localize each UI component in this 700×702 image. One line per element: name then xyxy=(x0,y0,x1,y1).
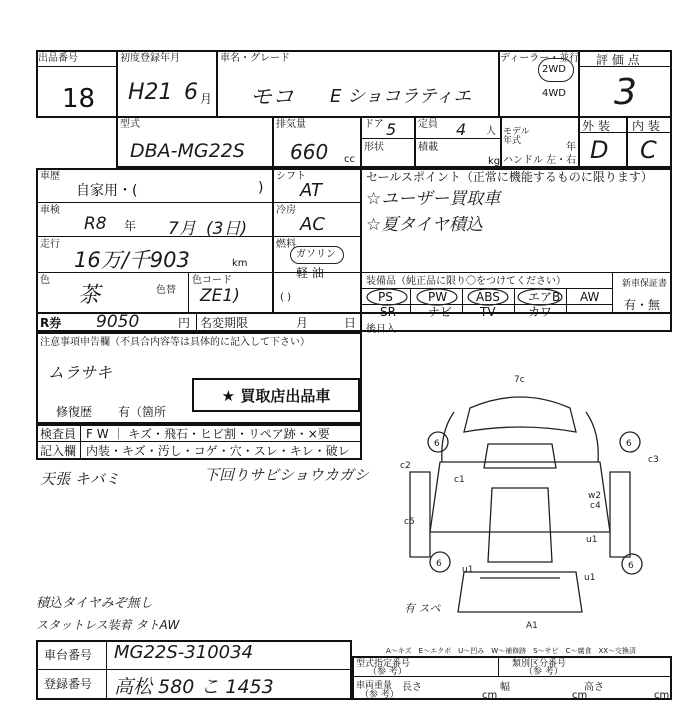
history-label: 車歴 xyxy=(40,171,60,182)
mark-7c: 7c xyxy=(514,375,525,385)
cat-no-label: 類別区分番号 xyxy=(512,659,567,669)
displacement-value: 660 xyxy=(290,140,329,164)
inspection-day: (3日) xyxy=(206,219,248,239)
spec-no-label: 型式指定番号 xyxy=(356,659,411,669)
model-year-label: モデル年式 xyxy=(503,127,530,146)
interior-codes: 内装・キズ・汚し・コゲ・穴・スレ・キレ・破レ xyxy=(86,444,350,458)
new-car-warranty-label: 新車保証書 xyxy=(622,279,668,289)
handle-label: ハンドル 左・右 xyxy=(503,155,577,166)
capacity-label: 定員 xyxy=(418,119,438,130)
width-label: 幅 xyxy=(500,682,510,693)
fuel-gasoline: ガソリン xyxy=(296,249,336,260)
repair-history-value: 有（箇所 xyxy=(118,405,167,419)
mark-wheel-rl: 6 xyxy=(436,559,442,569)
inspector-label: 検査員 xyxy=(40,427,77,441)
equip-ps: PS xyxy=(378,290,393,304)
mark-c4: c4 xyxy=(590,501,601,511)
reg-label: 登録番号 xyxy=(44,677,93,691)
equip-pw: PW xyxy=(428,290,448,304)
mark-u1: u1 xyxy=(586,535,598,545)
mileage-value: 16万/千903 xyxy=(74,248,190,272)
load-label: 積載 xyxy=(418,142,438,153)
equipment-circles xyxy=(360,286,570,308)
vehicle-weight-label: 車両重量 xyxy=(356,681,393,691)
buyback-stamp: ★ 買取店出品車 xyxy=(192,378,360,412)
cc-unit: cc xyxy=(344,154,355,165)
color-label: 色 xyxy=(40,275,50,286)
mark-u1-rear: u1 xyxy=(462,565,474,575)
mark-c2: c2 xyxy=(400,461,411,471)
remarks-1: 天張 キバミ xyxy=(40,470,120,488)
equip-navi: ナビ xyxy=(428,305,453,319)
height-label: 高さ xyxy=(584,682,604,693)
mark-wheel-rr: 6 xyxy=(628,561,634,571)
sales-point-1: ☆ユーザー買取車 xyxy=(366,189,501,209)
inspection-label: 車検 xyxy=(40,205,60,216)
door-value: 5 xyxy=(386,120,397,139)
model-value: DBA-MG22S xyxy=(130,140,245,162)
fuel-light-oil: 軽 油 xyxy=(296,266,324,280)
fuel-label: 燃料 xyxy=(276,239,296,250)
history-value: 自家用・( xyxy=(76,183,138,199)
name-change-label: 名変期限 xyxy=(200,316,249,330)
equip-tv: TV xyxy=(480,305,496,319)
notes-text: ムラサキ xyxy=(48,363,113,382)
reg-value: 高松 580 こ 1453 xyxy=(114,676,274,698)
inspector-codes: F W ｜ キズ・飛石・ヒビ割・リペア跡・×要 xyxy=(86,427,330,441)
length-label: 長さ xyxy=(402,682,422,693)
damage-legend: A～キズ E～エクボ U～凹み W～補修跡 S～サビ C～腐食 XX～交換済 xyxy=(386,647,637,655)
cooling-value: AC xyxy=(300,214,325,235)
dealer-label: ディーラー・並行 xyxy=(500,53,580,64)
color-code-label: 色コード xyxy=(192,275,232,286)
drive-2wd: 2WD xyxy=(542,64,566,75)
first-reg-month: 6 xyxy=(184,80,198,105)
lot-no-value: 18 xyxy=(62,84,96,114)
month-suffix: 月 xyxy=(200,92,213,106)
spare-note: 有 スペ xyxy=(404,602,441,615)
car-name-value: モコ xyxy=(250,85,295,110)
mark-wheel-fl: 6 xyxy=(434,439,440,449)
drive-4wd: 4WD xyxy=(542,88,566,99)
inspection-month: 7月 xyxy=(168,219,196,239)
displacement-label: 排気量 xyxy=(276,119,306,130)
remarks-4: スタットレス装着 タトAW xyxy=(36,618,180,632)
km-unit: km xyxy=(232,258,248,269)
remarks-2: 下回りサビショウカガシ xyxy=(204,466,369,484)
equip-airbag: エアB xyxy=(528,290,561,304)
mark-c3: c3 xyxy=(648,455,659,465)
chassis-label: 車台番号 xyxy=(44,648,93,662)
equip-sr: SR xyxy=(380,305,396,319)
equip-abs: ABS xyxy=(476,290,500,304)
repair-history-label: 修復歴 xyxy=(56,405,93,419)
remarks-label: 記入欄 xyxy=(40,444,77,458)
color-value: 茶 xyxy=(78,283,101,308)
car-name-label: 車名・グレード xyxy=(220,53,290,64)
equipment-label: 装備品（純正品に限り〇をつけてください） xyxy=(366,276,566,287)
mark-u1-rear-r: u1 xyxy=(584,573,596,583)
mileage-label: 走行 xyxy=(40,239,60,250)
equip-leather: カワ xyxy=(528,305,553,319)
chassis-value: MG22S-310034 xyxy=(114,642,254,663)
first-reg-year: H21 xyxy=(128,80,173,105)
after-input-label: 後日入 xyxy=(366,324,396,335)
sales-points-label: セールスポイント（正常に機能するものに限ります） xyxy=(366,170,653,184)
car-damage-diagram xyxy=(400,372,672,628)
exterior-label: 外 装 xyxy=(582,119,610,133)
shift-value: AT xyxy=(300,180,322,201)
rating-value: 3 xyxy=(614,72,637,113)
color-code-value: ZE1) xyxy=(200,286,240,306)
interior-grade: C xyxy=(640,136,657,164)
rating-label: 評 価 点 xyxy=(596,53,640,67)
remarks-3: 積込タイヤみぞ無し xyxy=(36,596,153,611)
model-year-suffix: 年 xyxy=(566,142,576,153)
lot-no-label: 出品番号 xyxy=(38,53,78,64)
capacity-value: 4 xyxy=(456,120,467,139)
warranty-value: 有・無 xyxy=(624,298,661,312)
grade-value: E ショコラティエ xyxy=(330,86,472,107)
model-label: 型式 xyxy=(120,119,140,130)
mark-c5: c5 xyxy=(404,517,415,527)
shift-label: シフト xyxy=(276,171,306,182)
recycle-value: 9050 xyxy=(96,312,140,332)
notes-label: 注意事項申告欄（不具合内容等は具体的に記入して下さい） xyxy=(40,337,310,348)
kg-unit: kg xyxy=(488,156,501,167)
cooling-label: 冷房 xyxy=(276,205,296,216)
door-label: ドア xyxy=(364,119,384,130)
person-unit: 人 xyxy=(486,126,496,137)
inspection-era: R8 xyxy=(84,214,107,234)
mark-w2: w2 xyxy=(588,491,602,501)
mark-c1: c1 xyxy=(454,475,465,485)
mark-a1: A1 xyxy=(526,621,538,628)
first-reg-label: 初度登録年月 xyxy=(120,53,180,64)
recycle-label: R券 xyxy=(40,316,62,330)
interior-label: 内 装 xyxy=(632,119,660,133)
repaint-label: 色替 xyxy=(156,285,176,296)
shape-label: 形状 xyxy=(364,142,384,153)
mark-wheel-fr: 6 xyxy=(626,439,632,449)
exterior-grade: D xyxy=(590,136,609,164)
sales-point-2: ☆夏タイヤ積込 xyxy=(366,215,483,235)
equip-aw: AW xyxy=(580,290,600,304)
